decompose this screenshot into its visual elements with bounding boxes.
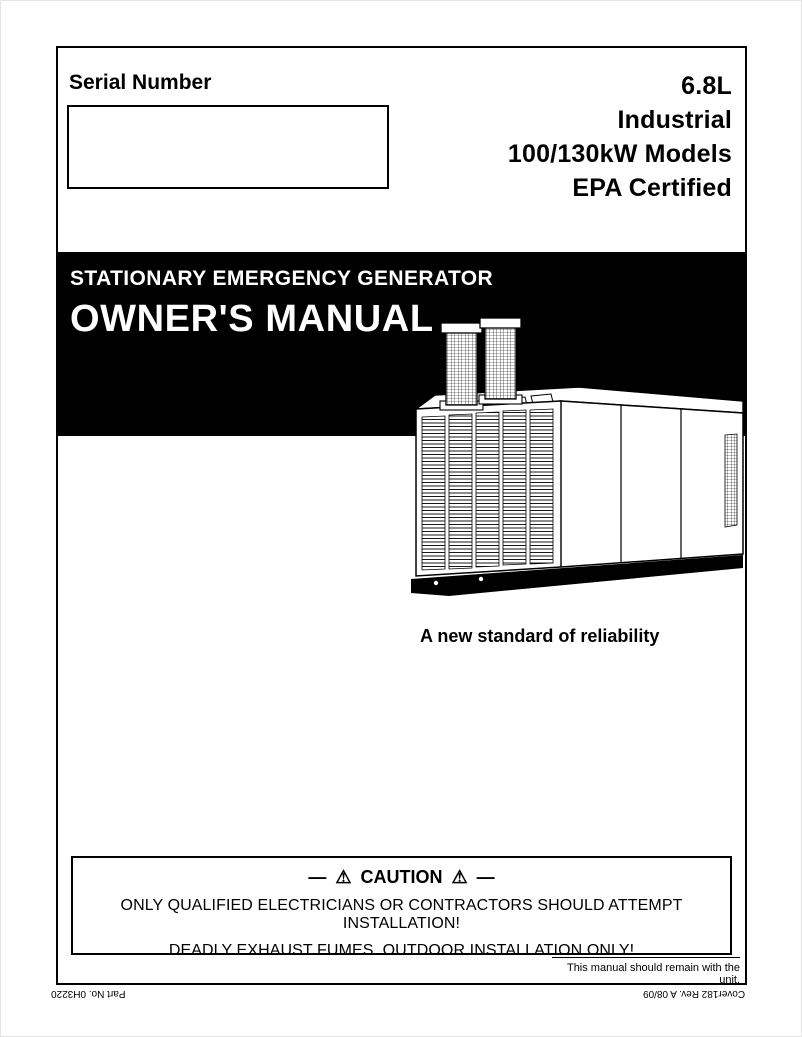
model-title-block: [508, 69, 732, 205]
generator-illustration: [409, 317, 747, 609]
caution-box: [71, 856, 732, 959]
caution-line-2: DEADLY EXHAUST FUMES. OUTDOOR INSTALLATION ONLY!: [168, 942, 635, 959]
revision-text: Cover182 Rev. A 08/09: [642, 988, 745, 999]
exhaust-stack-right: [485, 327, 516, 399]
caution-line-1: ONLY QUALIFIED ELECTRICIANS OR CONTRACTORS SHOULD ATTEMPT INSTALLATION!: [120, 897, 683, 932]
serial-number-box: [67, 105, 389, 189]
caution-dash-right: —: [476, 867, 495, 887]
banner-subtitle: STATIONARY EMERGENCY GENERATOR: [70, 267, 494, 290]
generator-illustration-graphic: [409, 317, 747, 609]
part-number-text: Part No. 0H3220: [51, 988, 126, 999]
model-line-kw: 100/130kW Models: [507, 140, 732, 168]
warning-icon: ⚠: [451, 867, 468, 887]
serial-number-label: Serial Number: [69, 71, 212, 94]
caution-dash-left: —: [308, 867, 327, 887]
exhaust-stack-left: [446, 332, 477, 405]
model-line-engine: 6.8L: [681, 72, 732, 100]
model-line-class: Industrial: [617, 106, 732, 134]
tagline: A new standard of reliability: [420, 626, 660, 646]
manual-title: OWNER'S MANUAL: [70, 298, 434, 340]
warning-icon: ⚠: [335, 867, 352, 887]
retention-note: This manual should remain with the unit.: [552, 957, 740, 986]
caution-title: [73, 867, 730, 888]
caution-title-text: CAUTION: [360, 867, 443, 887]
model-line-epa: EPA Certified: [572, 174, 732, 202]
